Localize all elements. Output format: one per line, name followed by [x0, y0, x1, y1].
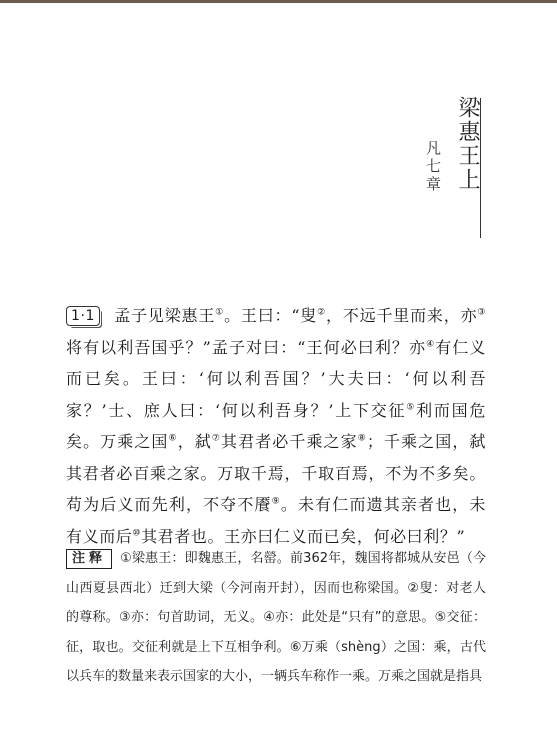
text-segment: 将有以利吾国乎？”孟子对曰：“王何必曰利？亦 [66, 337, 427, 357]
footnote-marker[interactable]: ⑥ [168, 433, 178, 444]
notes-text: ①梁惠王：即魏惠王，名罃。前362年，魏国将都城从安邑（今山西夏县西北）迁到大梁（今河南开封），因而也称梁国。②叟：对老人的尊称。③亦：句首助词，无义。④亦：此处是“只有”的意思。⑤交征：征，取也。交征利就是上下互相争利。⑥万乘（shèng）之国：乘，古代以兵车的数量来表示国家的大小，一辆兵车称作一乘。万乘之国就是指具 [66, 551, 486, 684]
footnote-marker[interactable]: ⑨ [271, 496, 281, 507]
classical-text [66, 300, 486, 552]
chapter-subtitle: 凡七章 [424, 140, 442, 194]
text-segment: ，弑 [177, 432, 212, 451]
top-border [0, 0, 557, 3]
footnote-marker[interactable]: ③ [477, 307, 487, 318]
footnote-marker[interactable]: ④ [426, 339, 436, 350]
footnote-marker[interactable]: ⑧ [357, 433, 367, 444]
title-divider [480, 98, 481, 238]
text-segment: ；千乘之国，弑其君者必百乘之家。万取千焉，千取百焉，不为不多矣。苟为后义而先利，不夺不餍 [66, 432, 487, 514]
footnote-marker[interactable]: ⑩ [132, 528, 142, 539]
text-segment: 其君者必千乘之家 [221, 432, 358, 451]
text-segment: 孟子见梁惠王 [114, 306, 216, 325]
text-segment: 利而国危矣。万乘之国 [66, 400, 487, 451]
footnote-marker[interactable]: ② [317, 307, 327, 318]
text-segment: 。未有仁而遗其亲者也，未有义而后 [66, 495, 487, 546]
chapter-title: 梁惠王上 [455, 96, 480, 192]
notes-section [66, 544, 486, 692]
text-segment: 。王曰：“叟 [224, 306, 318, 325]
footnote-marker[interactable]: ⑦ [211, 433, 222, 444]
section-number-badge: 1·1 [66, 306, 100, 326]
text-segment: 有仁义而已矣。王曰：‘何以利吾国？’大夫曰：‘何以利吾家？’士、庶人曰：‘何以利吾身？’上下交征 [66, 337, 487, 420]
notes-label: 注释 [66, 549, 112, 569]
footnote-marker[interactable]: ① [215, 307, 225, 318]
text-segment: 其君者也。王亦曰仁义而已矣，何必曰利？” [141, 526, 466, 546]
text-segment: ，不远千里而来，亦 [326, 306, 478, 325]
footnote-marker[interactable]: ⑤ [406, 402, 417, 413]
